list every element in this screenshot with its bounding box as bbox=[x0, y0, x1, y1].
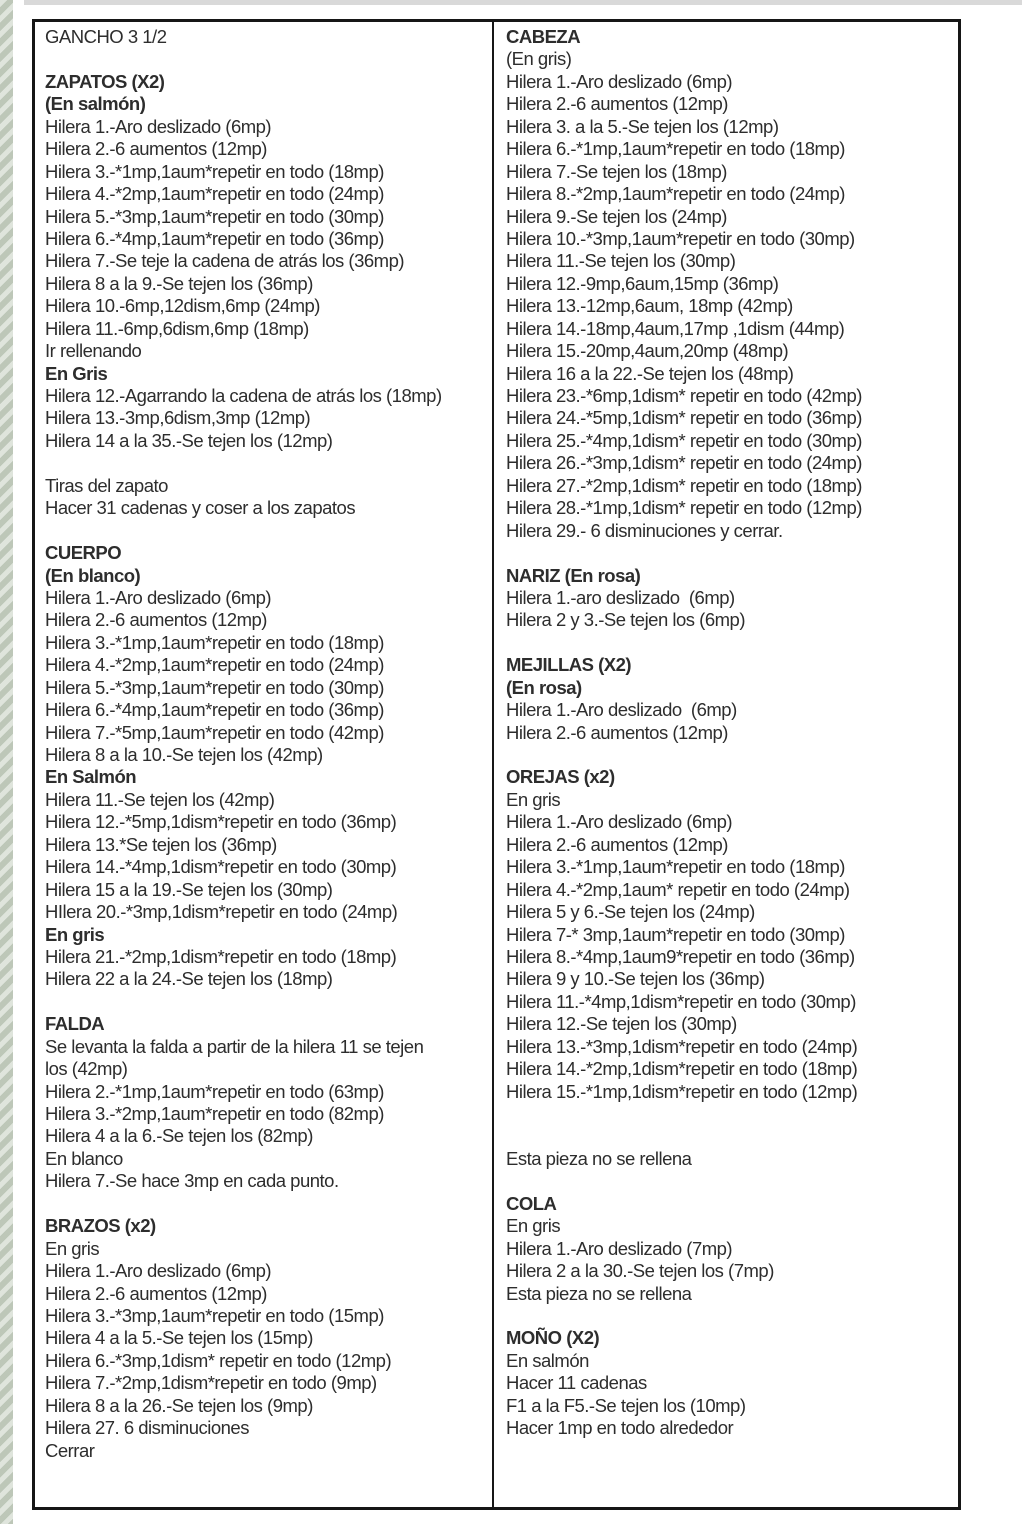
pattern-line: Hilera 11.-Se tejen los (42mp) bbox=[45, 788, 275, 810]
pattern-line: Hilera 4.-*2mp,1aum*repetir en todo (24mp) bbox=[45, 183, 384, 205]
pattern-line: Hilera 7.-*5mp,1aum*repetir en todo (42mp) bbox=[45, 721, 384, 743]
pattern-line: En salmón bbox=[506, 1349, 589, 1371]
pattern-line: Hilera 11.-6mp,6dism,6mp (18mp) bbox=[45, 317, 309, 339]
pattern-line: Hilera 8 a la 10.-Se tejen los (42mp) bbox=[45, 744, 323, 765]
pattern-line bbox=[45, 1193, 488, 1215]
pattern-line: Hilera 10.-*3mp,1aum*repetir en todo (30mp) bbox=[506, 227, 855, 249]
pattern-line: (En salmón) bbox=[45, 93, 146, 115]
pattern-line: CUERPO bbox=[45, 542, 122, 564]
pattern-line: Hilera 9 y 10.-Se tejen los (36mp) bbox=[506, 968, 765, 990]
pattern-line: Hilera 5 y 6.-Se tejen los (24mp) bbox=[506, 901, 755, 923]
pattern-line: (En blanco) bbox=[45, 564, 141, 586]
pattern-line: Hilera 15.-20mp,4aum,20mp (48mp) bbox=[506, 340, 789, 362]
pattern-line: Hilera 1.-Aro deslizado (6mp) bbox=[45, 115, 272, 137]
pattern-line: HIlera 20.-*3mp,1dism*repetir en todo (24mp) bbox=[45, 901, 398, 923]
pattern-line: Hilera 13.-*3mp,1dism*repetir en todo (24mp) bbox=[506, 1035, 858, 1057]
pattern-line: Hilera 3.-*1mp,1aum*repetir en todo (18mp) bbox=[45, 160, 384, 182]
pattern-line: Hacer 11 cadenas bbox=[506, 1372, 647, 1394]
pattern-line: Hilera 25.-*4mp,1dism* repetir en todo (30mp) bbox=[506, 429, 862, 451]
pattern-line: Hilera 21.-*2mp,1dism*repetir en todo (18mp) bbox=[45, 945, 397, 967]
pattern-line: MEJILLAS (X2) bbox=[506, 654, 632, 676]
pattern-line: En Salmón bbox=[45, 766, 137, 788]
pattern-line: Hilera 1.-Aro deslizado (7mp) bbox=[506, 1237, 733, 1259]
pattern-line: En Gris bbox=[45, 362, 108, 384]
pattern-line: Hilera 3.-*1mp,1aum*repetir en todo (18mp) bbox=[506, 856, 845, 878]
pattern-line: Hilera 14 a la 35.-Se tejen los (12mp) bbox=[45, 429, 333, 451]
pattern-line: Hilera 7.-Se hace 3mp en cada punto. bbox=[45, 1170, 339, 1192]
pattern-column-right bbox=[494, 22, 958, 1507]
pattern-line: Tiras del zapato bbox=[45, 474, 168, 496]
pattern-line: Hilera 27. 6 disminuciones bbox=[45, 1417, 249, 1439]
pattern-line: NARIZ (En rosa) bbox=[506, 564, 641, 586]
pattern-line bbox=[506, 744, 954, 766]
pattern-line: Hilera 22 a la 24.-Se tejen los (18mp) bbox=[45, 968, 333, 990]
pattern-line: En gris bbox=[45, 923, 105, 945]
pattern-line: Hilera 8.-*4mp,1aum9*repetir en todo (36mp) bbox=[506, 945, 855, 967]
pattern-line: Hilera 2.-6 aumentos (12mp) bbox=[506, 721, 728, 743]
pattern-line: Hilera 14.-18mp,4aum,17mp ,1dism (44mp) bbox=[506, 317, 845, 339]
pattern-table bbox=[32, 19, 961, 1510]
pattern-line: Hilera 11.-Se tejen los (30mp) bbox=[506, 250, 736, 272]
pattern-line: Hilera 6.-*3mp,1dism* repetir en todo (12mp) bbox=[45, 1349, 392, 1371]
pattern-line bbox=[45, 991, 488, 1013]
pattern-line: Hilera 13.-3mp,6dism,3mp (12mp) bbox=[45, 407, 311, 429]
pattern-line: Hilera 28.-*1mp,1dism* repetir en todo (12mp) bbox=[506, 497, 862, 519]
pattern-line: Hilera 8 a la 26.-Se tejen los (9mp) bbox=[45, 1394, 313, 1416]
pattern-line: En gris bbox=[506, 1215, 561, 1237]
pattern-line: F1 a la F5.-Se tejen los (10mp) bbox=[506, 1394, 746, 1416]
pattern-line: Hilera 26.-*3mp,1dism* repetir en todo (24mp) bbox=[506, 452, 862, 474]
pattern-line: Cerrar bbox=[45, 1439, 95, 1461]
pattern-line bbox=[506, 1125, 954, 1147]
pattern-line: Hilera 12.-9mp,6aum,15mp (36mp) bbox=[506, 272, 779, 294]
pattern-line: FALDA bbox=[45, 1013, 105, 1035]
pattern-line: Hilera 2.-6 aumentos (12mp) bbox=[506, 833, 728, 855]
pattern-line: Hilera 6.-*4mp,1aum*repetir en todo (36mp) bbox=[45, 227, 384, 249]
pattern-line: Hilera 4.-*2mp,1aum*repetir en todo (24mp) bbox=[45, 654, 384, 676]
pattern-line: Hilera 2.-6 aumentos (12mp) bbox=[45, 609, 267, 631]
pattern-line: Hilera 2 y 3.-Se tejen los (6mp) bbox=[506, 609, 745, 631]
pattern-line: Hilera 5.-*3mp,1aum*repetir en todo (30mp) bbox=[45, 205, 384, 227]
pattern-line: Hilera 2.-*1mp,1aum*repetir en todo (63mp) bbox=[45, 1080, 384, 1102]
pattern-line: Hilera 1.-Aro deslizado (6mp) bbox=[506, 70, 733, 92]
pattern-line: Hilera 3.-*1mp,1aum*repetir en todo (18mp) bbox=[45, 631, 384, 653]
pattern-line: Esta pieza no se rellena bbox=[506, 1147, 692, 1169]
pattern-line: Hilera 16 a la 22.-Se tejen los (48mp) bbox=[506, 362, 794, 384]
pattern-column-left bbox=[35, 22, 494, 1507]
pattern-line: Hilera 4.-*2mp,1aum* repetir en todo (24mp) bbox=[506, 878, 850, 900]
pattern-line: CABEZA bbox=[506, 26, 581, 47]
pattern-line: (En rosa) bbox=[506, 676, 582, 698]
pattern-line: Hilera 2.-6 aumentos (12mp) bbox=[45, 1282, 267, 1304]
pattern-line: Hilera 15.-*1mp,1dism*repetir en todo (12mp) bbox=[506, 1080, 858, 1102]
pattern-line: GANCHO 3 1/2 bbox=[45, 26, 167, 47]
pattern-line: COLA bbox=[506, 1192, 557, 1214]
pattern-line: Hilera 10.-6mp,12dism,6mp (24mp) bbox=[45, 295, 320, 317]
pattern-line: Hilera 12.-Se tejen los (30mp) bbox=[506, 1013, 737, 1035]
pattern-line: Hacer 31 cadenas y coser a los zapatos bbox=[45, 497, 356, 519]
pattern-line bbox=[506, 632, 954, 654]
pattern-line: Hilera 13.-12mp,6aum, 18mp (42mp) bbox=[506, 295, 793, 317]
pattern-line: Hilera 6.-*4mp,1aum*repetir en todo (36mp) bbox=[45, 699, 384, 721]
scan-top-edge bbox=[24, 0, 1022, 5]
pattern-line: BRAZOS (x2) bbox=[45, 1215, 156, 1237]
pattern-line: En gris bbox=[506, 788, 561, 810]
pattern-line: Hilera 12.-Agarrando la cadena de atrás los (18mp) bbox=[45, 385, 442, 406]
pattern-line bbox=[45, 452, 488, 474]
pattern-line bbox=[506, 542, 954, 564]
pattern-line: Hilera 6.-*1mp,1aum*repetir en todo (18mp) bbox=[506, 138, 845, 160]
pattern-line bbox=[45, 48, 488, 70]
pattern-line: Hilera 4 a la 5.-Se tejen los (15mp) bbox=[45, 1327, 313, 1349]
pattern-line: Hilera 1.-Aro deslizado (6mp) bbox=[45, 1260, 272, 1282]
pattern-line bbox=[506, 1305, 954, 1327]
pattern-line: Hilera 7.-Se tejen los (18mp) bbox=[506, 160, 727, 182]
pattern-line: Hilera 29.- 6 disminuciones y cerrar. bbox=[506, 519, 783, 541]
pattern-line: Hilera 8.-*2mp,1aum*repetir en todo (24mp) bbox=[506, 183, 845, 205]
pattern-line: Hilera 3.-*2mp,1aum*repetir en todo (82mp) bbox=[45, 1103, 384, 1124]
pattern-line: En blanco bbox=[45, 1147, 123, 1169]
pattern-line: Hilera 2.-6 aumentos (12mp) bbox=[45, 138, 267, 160]
pattern-line bbox=[506, 1103, 954, 1125]
pattern-line: Hilera 1.-aro deslizado (6mp) bbox=[506, 586, 735, 608]
pattern-line: Hilera 3.-*3mp,1aum*repetir en todo (15mp) bbox=[45, 1304, 384, 1326]
pattern-line: Hilera 27.-*2mp,1dism* repetir en todo (18mp) bbox=[506, 474, 862, 496]
pattern-line: Hilera 2.-6 aumentos (12mp) bbox=[506, 93, 728, 115]
pattern-line: MOÑO (X2) bbox=[506, 1327, 600, 1349]
pattern-line: Hilera 13.*Se tejen los (36mp) bbox=[45, 833, 277, 855]
pattern-line bbox=[45, 520, 488, 542]
pattern-line: Hilera 14.-*4mp,1dism*repetir en todo (30mp) bbox=[45, 856, 397, 878]
pattern-line: Hilera 15 a la 19.-Se tejen los (30mp) bbox=[45, 878, 333, 900]
pattern-line: Hilera 7.-Se teje la cadena de atrás los (36mp) bbox=[45, 250, 405, 272]
pattern-line: Hilera 7-* 3mp,1aum*repetir en todo (30mp) bbox=[506, 923, 845, 945]
pattern-line: Hilera 9.-Se tejen los (24mp) bbox=[506, 205, 727, 227]
pattern-line bbox=[506, 1170, 954, 1192]
pattern-line: Hilera 3. a la 5.-Se tejen los (12mp) bbox=[506, 115, 779, 137]
pattern-line: Hilera 5.-*3mp,1aum*repetir en todo (30mp) bbox=[45, 676, 384, 698]
pattern-line: (En gris) bbox=[506, 48, 572, 70]
pattern-line: Hilera 11.-*4mp,1dism*repetir en todo (30mp) bbox=[506, 990, 856, 1012]
pattern-line: Hilera 7.-*2mp,1dism*repetir en todo (9mp) bbox=[45, 1372, 377, 1394]
pattern-line: Hilera 12.-*5mp,1dism*repetir en todo (36mp) bbox=[45, 811, 397, 833]
pattern-line: Hilera 14.-*2mp,1dism*repetir en todo (18mp) bbox=[506, 1058, 858, 1080]
pattern-line: Hilera 4 a la 6.-Se tejen los (82mp) bbox=[45, 1125, 313, 1147]
pattern-line: OREJAS (x2) bbox=[506, 766, 615, 788]
torn-paper-edge-strip bbox=[0, 0, 13, 1524]
pattern-line: los (42mp) bbox=[45, 1058, 128, 1080]
pattern-line: En gris bbox=[45, 1237, 100, 1259]
pattern-line: Se levanta la falda a partir de la hilera 11 se tejen bbox=[45, 1035, 424, 1057]
pattern-line: Hilera 1.-Aro deslizado (6mp) bbox=[506, 699, 737, 721]
pattern-line: Hacer 1mp en todo alrededor bbox=[506, 1417, 734, 1439]
pattern-line: Hilera 1.-Aro deslizado (6mp) bbox=[506, 811, 733, 833]
pattern-line: Hilera 8 a la 9.-Se tejen los (36mp) bbox=[45, 272, 313, 294]
pattern-line: Hilera 1.-Aro deslizado (6mp) bbox=[45, 586, 272, 608]
pattern-line: Hilera 24.-*5mp,1dism* repetir en todo (36mp) bbox=[506, 407, 862, 429]
pattern-line: Hilera 23.-*6mp,1dism* repetir en todo (42mp) bbox=[506, 385, 862, 406]
pattern-line: Esta pieza no se rellena bbox=[506, 1282, 692, 1304]
pattern-line: Ir rellenando bbox=[45, 340, 142, 362]
pattern-line: ZAPATOS (X2) bbox=[45, 70, 165, 92]
pattern-line: Hilera 2 a la 30.-Se tejen los (7mp) bbox=[506, 1260, 774, 1282]
